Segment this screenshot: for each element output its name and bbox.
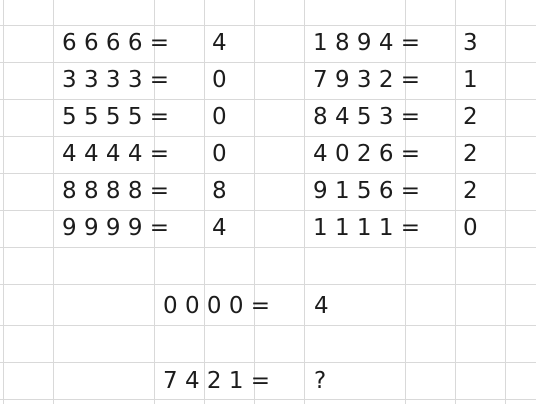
equation-cell: 9 1 5 6 = [313, 178, 421, 204]
result-cell: 4 [212, 215, 227, 241]
grid-column-line [304, 0, 305, 404]
result-cell: 8 [212, 178, 227, 204]
grid-row-line [0, 325, 536, 326]
example-result-cell: 4 [314, 293, 329, 319]
equation-cell: 1 1 1 1 = [313, 215, 421, 241]
example-equation-cell: 0 0 0 0 = [163, 293, 271, 319]
equation-cell: 7 9 3 2 = [313, 67, 421, 93]
grid-column-line [254, 0, 255, 404]
equation-cell: 8 8 8 8 = [62, 178, 170, 204]
grid-column-line [3, 0, 4, 404]
result-cell: 0 [463, 215, 478, 241]
grid-row-line [0, 247, 536, 248]
grid-column-line [204, 0, 205, 404]
result-cell: 0 [212, 67, 227, 93]
equation-cell: 1 8 9 4 = [313, 30, 421, 56]
result-cell: 2 [463, 141, 478, 167]
equation-cell: 3 3 3 3 = [62, 67, 170, 93]
question-equation-cell: 7 4 2 1 = [163, 368, 271, 394]
grid-row-line [0, 284, 536, 285]
equation-cell: 4 4 4 4 = [62, 141, 170, 167]
grid-column-line [505, 0, 506, 404]
equation-cell: 5 5 5 5 = [62, 104, 170, 130]
equation-cell: 6 6 6 6 = [62, 30, 170, 56]
result-cell: 1 [463, 67, 478, 93]
grid-column-line [455, 0, 456, 404]
grid-column-line [53, 0, 54, 404]
result-cell: 0 [212, 104, 227, 130]
result-cell: 2 [463, 104, 478, 130]
result-cell: 2 [463, 178, 478, 204]
equation-cell: 9 9 9 9 = [62, 215, 170, 241]
result-cell: 4 [212, 30, 227, 56]
question-answer-cell: ? [314, 368, 327, 394]
equation-cell: 8 4 5 3 = [313, 104, 421, 130]
equation-cell: 4 0 2 6 = [313, 141, 421, 167]
result-cell: 3 [463, 30, 478, 56]
result-cell: 0 [212, 141, 227, 167]
